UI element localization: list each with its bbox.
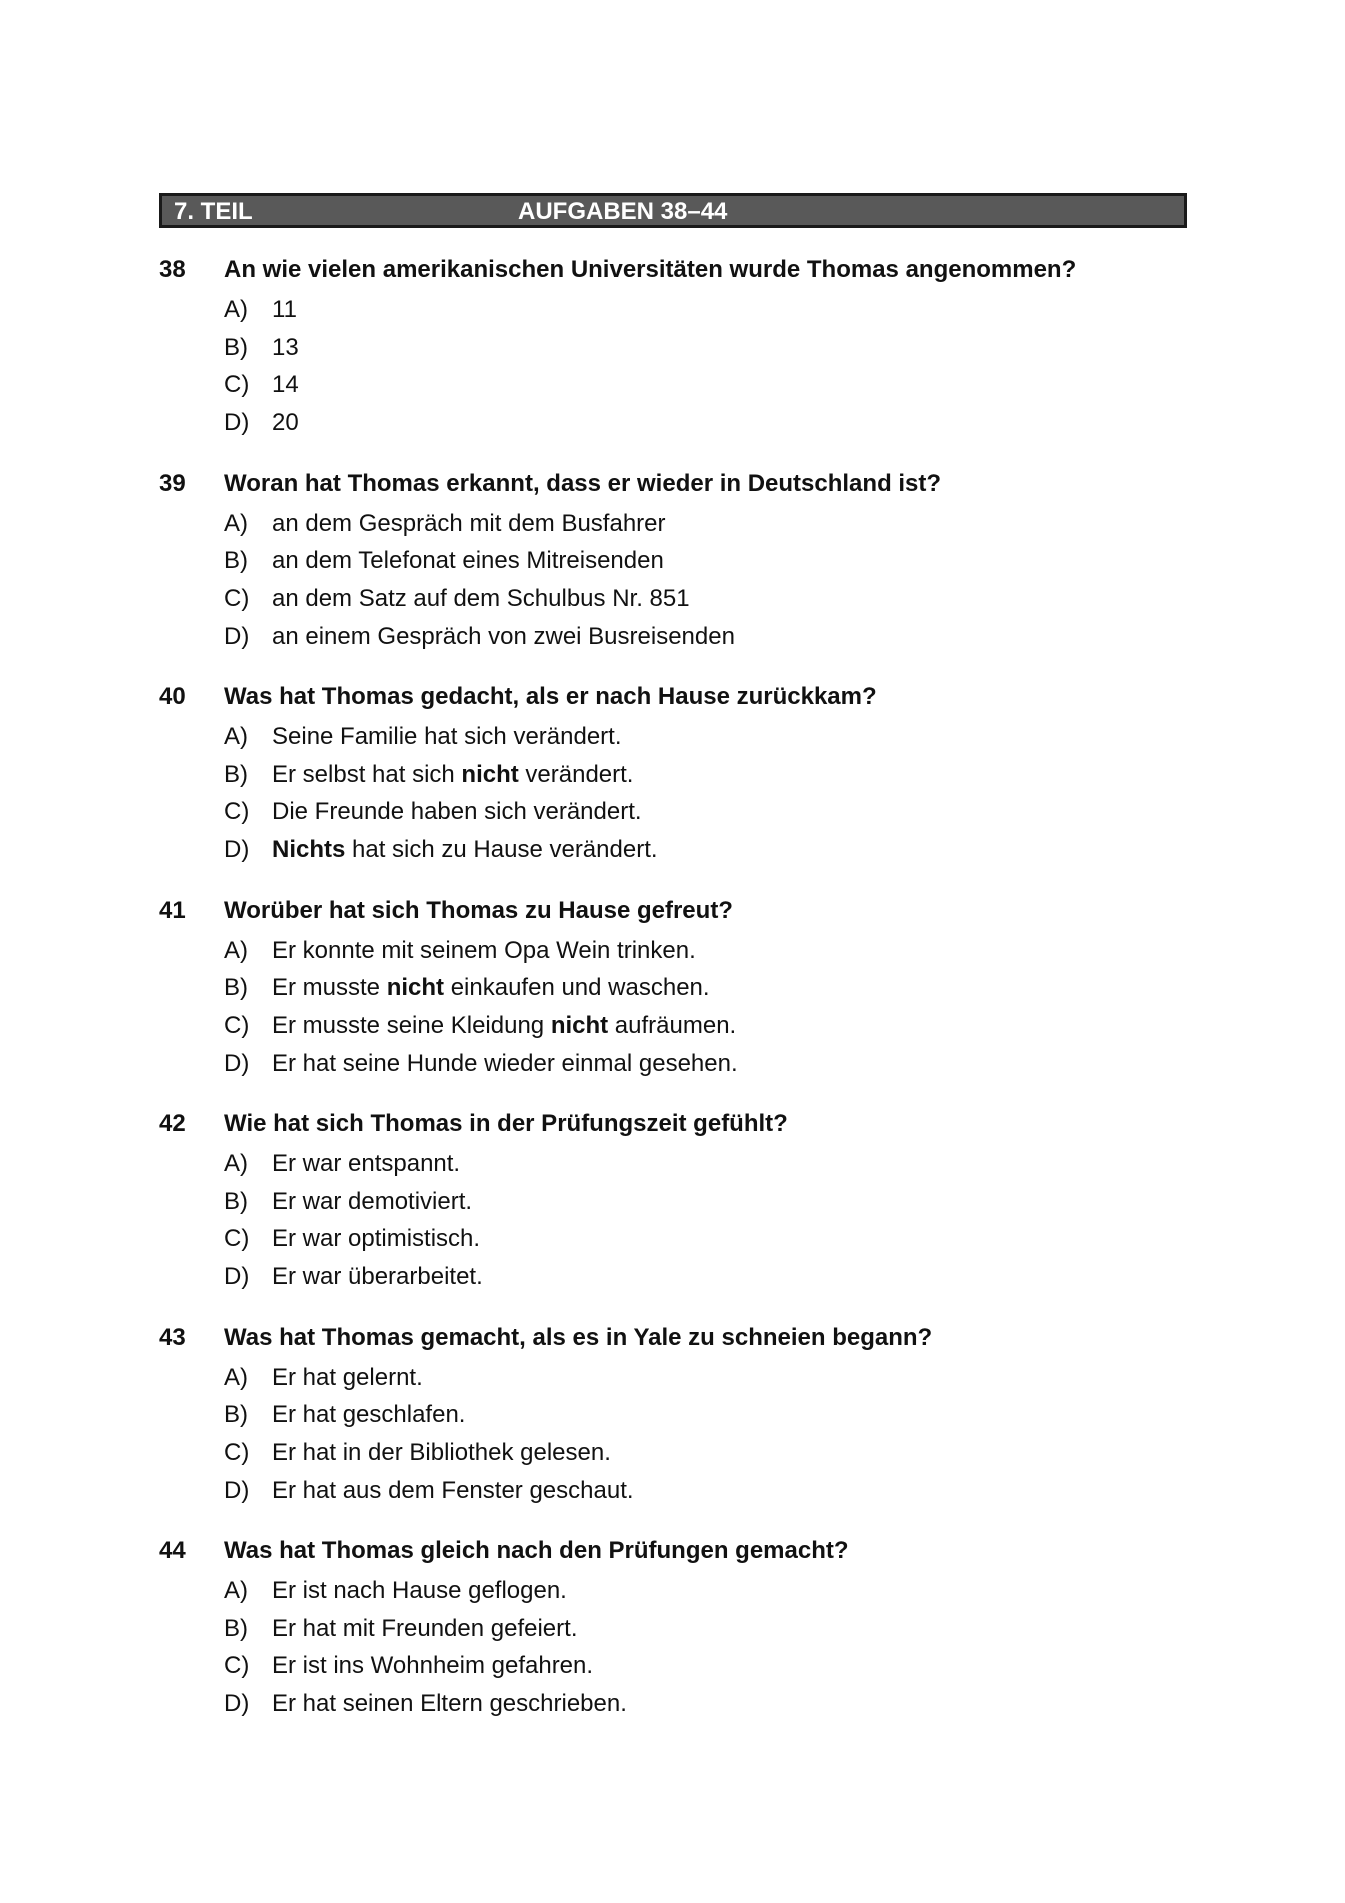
- answer-option: [224, 836, 658, 864]
- option-text-part: Er war überarbeitet.: [272, 1263, 483, 1291]
- option-text: [272, 974, 710, 1001]
- option-text-part: 14: [272, 371, 299, 399]
- option-emphasis: nicht: [550, 1011, 609, 1039]
- option-text: [272, 371, 299, 398]
- option-letter: B): [224, 1187, 248, 1215]
- option-letter: B): [224, 333, 248, 361]
- option-text-part: Er ist nach Hause geflogen.: [272, 1577, 567, 1604]
- question-text: Woran hat Thomas erkannt, dass er wieder in Deutschland ist?: [224, 469, 942, 497]
- question-number: 42: [159, 1110, 186, 1137]
- option-text-part: Er ist ins Wohnheim gefahren.: [272, 1652, 594, 1680]
- option-text-part: einkaufen und waschen.: [444, 974, 710, 1002]
- answer-option: [224, 1150, 460, 1178]
- option-text-part: Er war entspannt.: [272, 1150, 461, 1177]
- question-text: An wie vielen amerikanischen Universitäten wurde Thomas angenommen?: [224, 256, 1077, 283]
- answer-option: [224, 1263, 483, 1291]
- question-number: 38: [159, 256, 186, 283]
- option-text: [272, 1652, 593, 1679]
- option-text-part: Er hat aus dem Fenster geschaut.: [272, 1476, 634, 1504]
- option-text-part: Er selbst hat sich: [272, 760, 462, 788]
- option-text: [272, 510, 666, 537]
- answer-option: [224, 974, 710, 1002]
- option-text-part: an dem Gespräch mit dem Busfahrer: [272, 509, 666, 537]
- answer-option: [224, 723, 622, 751]
- option-letter: C): [224, 1225, 250, 1253]
- option-text-part: Er musste: [272, 974, 387, 1002]
- answer-option: [224, 623, 735, 651]
- option-text-part: an einem Gespräch von zwei Busreisenden: [272, 622, 735, 650]
- option-letter: D): [224, 1049, 250, 1077]
- answer-option: [224, 1364, 423, 1392]
- section-header: [159, 193, 1187, 228]
- option-emphasis: nicht: [386, 974, 445, 1002]
- answer-option: [224, 547, 664, 575]
- answer-option: [224, 1577, 567, 1605]
- option-text: [272, 1150, 460, 1177]
- option-letter: A): [224, 296, 248, 323]
- answer-option: [224, 761, 633, 789]
- question-number: 39: [159, 469, 186, 497]
- option-text-part: Er konnte mit seinem Opa Wein trinken.: [272, 936, 696, 964]
- option-text: [272, 1477, 634, 1504]
- section-tasks-label: AUFGABEN 38–44: [518, 198, 728, 225]
- question-text: Was hat Thomas gemacht, als es in Yale zu schneien begann?: [224, 1323, 933, 1351]
- option-text-part: an dem Satz auf dem Schulbus Nr. 851: [272, 584, 690, 612]
- option-text-part: Er hat gelernt.: [272, 1363, 423, 1391]
- answer-option: [224, 409, 299, 437]
- option-text-part: 11: [272, 296, 297, 323]
- option-text: [272, 296, 297, 323]
- answer-option: [224, 1477, 634, 1505]
- option-text-part: Er musste seine Kleidung: [272, 1011, 551, 1039]
- option-letter: B): [224, 547, 248, 575]
- question-number: 44: [159, 1537, 186, 1564]
- option-emphasis: nicht: [461, 760, 519, 788]
- option-text: [272, 1364, 423, 1391]
- option-text: [272, 1439, 611, 1466]
- answer-option: [224, 1690, 627, 1718]
- option-letter: A): [224, 1363, 248, 1391]
- option-letter: C): [224, 584, 250, 612]
- option-text: [272, 409, 299, 436]
- question-text: Was hat Thomas gleich nach den Prüfungen gemacht?: [224, 1537, 849, 1564]
- answer-option: [224, 296, 297, 324]
- answer-option: [224, 1012, 736, 1040]
- option-text: [272, 334, 299, 361]
- option-text: [272, 585, 690, 612]
- answer-option: [224, 1401, 465, 1429]
- option-text-part: aufräumen.: [608, 1011, 737, 1039]
- option-letter: D): [224, 1690, 250, 1718]
- answer-option: [224, 1615, 577, 1643]
- option-text: [272, 1012, 736, 1039]
- option-text: [272, 1690, 627, 1717]
- answer-option: [224, 585, 690, 613]
- option-text: [272, 1577, 567, 1604]
- option-text-part: Er hat seinen Eltern geschrieben.: [272, 1690, 627, 1718]
- section-part-label: 7. TEIL: [174, 198, 253, 225]
- option-text-part: Seine Familie hat sich verändert.: [272, 723, 622, 750]
- answer-option: [224, 371, 299, 399]
- option-letter: C): [224, 371, 250, 399]
- option-letter: D): [224, 1263, 250, 1291]
- option-text-part: verändert.: [518, 760, 634, 788]
- option-letter: A): [224, 509, 248, 537]
- option-text: [272, 836, 658, 863]
- option-letter: B): [224, 1614, 248, 1642]
- option-text-part: an dem Telefonat eines Mitreisenden: [272, 547, 664, 575]
- option-text: [272, 723, 622, 750]
- answer-option: [224, 937, 696, 965]
- option-letter: A): [224, 1577, 248, 1604]
- option-text-part: Die Freunde haben sich verändert.: [272, 798, 642, 826]
- answer-option: [224, 798, 642, 826]
- question-number: 43: [159, 1323, 186, 1351]
- option-letter: B): [224, 974, 248, 1002]
- answer-option: [224, 1439, 611, 1467]
- answer-option: [224, 334, 299, 362]
- option-text: [272, 1401, 465, 1428]
- option-letter: D): [224, 836, 250, 864]
- question-number: 41: [159, 896, 186, 924]
- option-text-part: Er hat seine Hunde wieder einmal gesehen.: [272, 1049, 738, 1077]
- option-letter: C): [224, 1011, 250, 1039]
- option-text: [272, 761, 633, 788]
- option-letter: A): [224, 936, 248, 964]
- option-text: [272, 1050, 738, 1077]
- option-text: [272, 1615, 577, 1642]
- answer-option: [224, 510, 666, 538]
- option-text-part: Er war demotiviert.: [272, 1187, 473, 1215]
- option-text-part: 13: [272, 333, 299, 361]
- option-emphasis: Nichts: [272, 836, 346, 864]
- option-letter: C): [224, 1652, 250, 1680]
- option-letter: D): [224, 409, 250, 437]
- option-letter: D): [224, 622, 250, 650]
- option-text-part: Er hat in der Bibliothek gelesen.: [272, 1438, 611, 1466]
- option-letter: C): [224, 798, 250, 826]
- option-letter: B): [224, 760, 248, 788]
- option-text: [272, 937, 696, 964]
- question-text: Worüber hat sich Thomas zu Hause gefreut?: [224, 896, 733, 924]
- option-text-part: Er hat geschlafen.: [272, 1401, 466, 1429]
- option-letter: D): [224, 1476, 250, 1504]
- option-text-part: 20: [272, 409, 299, 437]
- option-letter: A): [224, 1150, 248, 1177]
- question-text: Wie hat sich Thomas in der Prüfungszeit gefühlt?: [224, 1110, 788, 1137]
- answer-option: [224, 1225, 480, 1253]
- option-text: [272, 798, 642, 825]
- option-letter: B): [224, 1401, 248, 1429]
- question-number: 40: [159, 683, 186, 710]
- option-text: [272, 1188, 472, 1215]
- option-text-part: hat sich zu Hause verändert.: [345, 836, 658, 864]
- option-letter: C): [224, 1438, 250, 1466]
- option-text-part: Er hat mit Freunden gefeiert.: [272, 1614, 578, 1642]
- option-text: [272, 623, 735, 650]
- option-text-part: Er war optimistisch.: [272, 1225, 481, 1253]
- option-text: [272, 1225, 480, 1252]
- answer-option: [224, 1050, 738, 1078]
- option-text: [272, 547, 664, 574]
- answer-option: [224, 1652, 593, 1680]
- answer-option: [224, 1188, 472, 1216]
- question-text: Was hat Thomas gedacht, als er nach Hause zurückkam?: [224, 683, 877, 710]
- option-letter: A): [224, 723, 248, 750]
- option-text: [272, 1263, 483, 1290]
